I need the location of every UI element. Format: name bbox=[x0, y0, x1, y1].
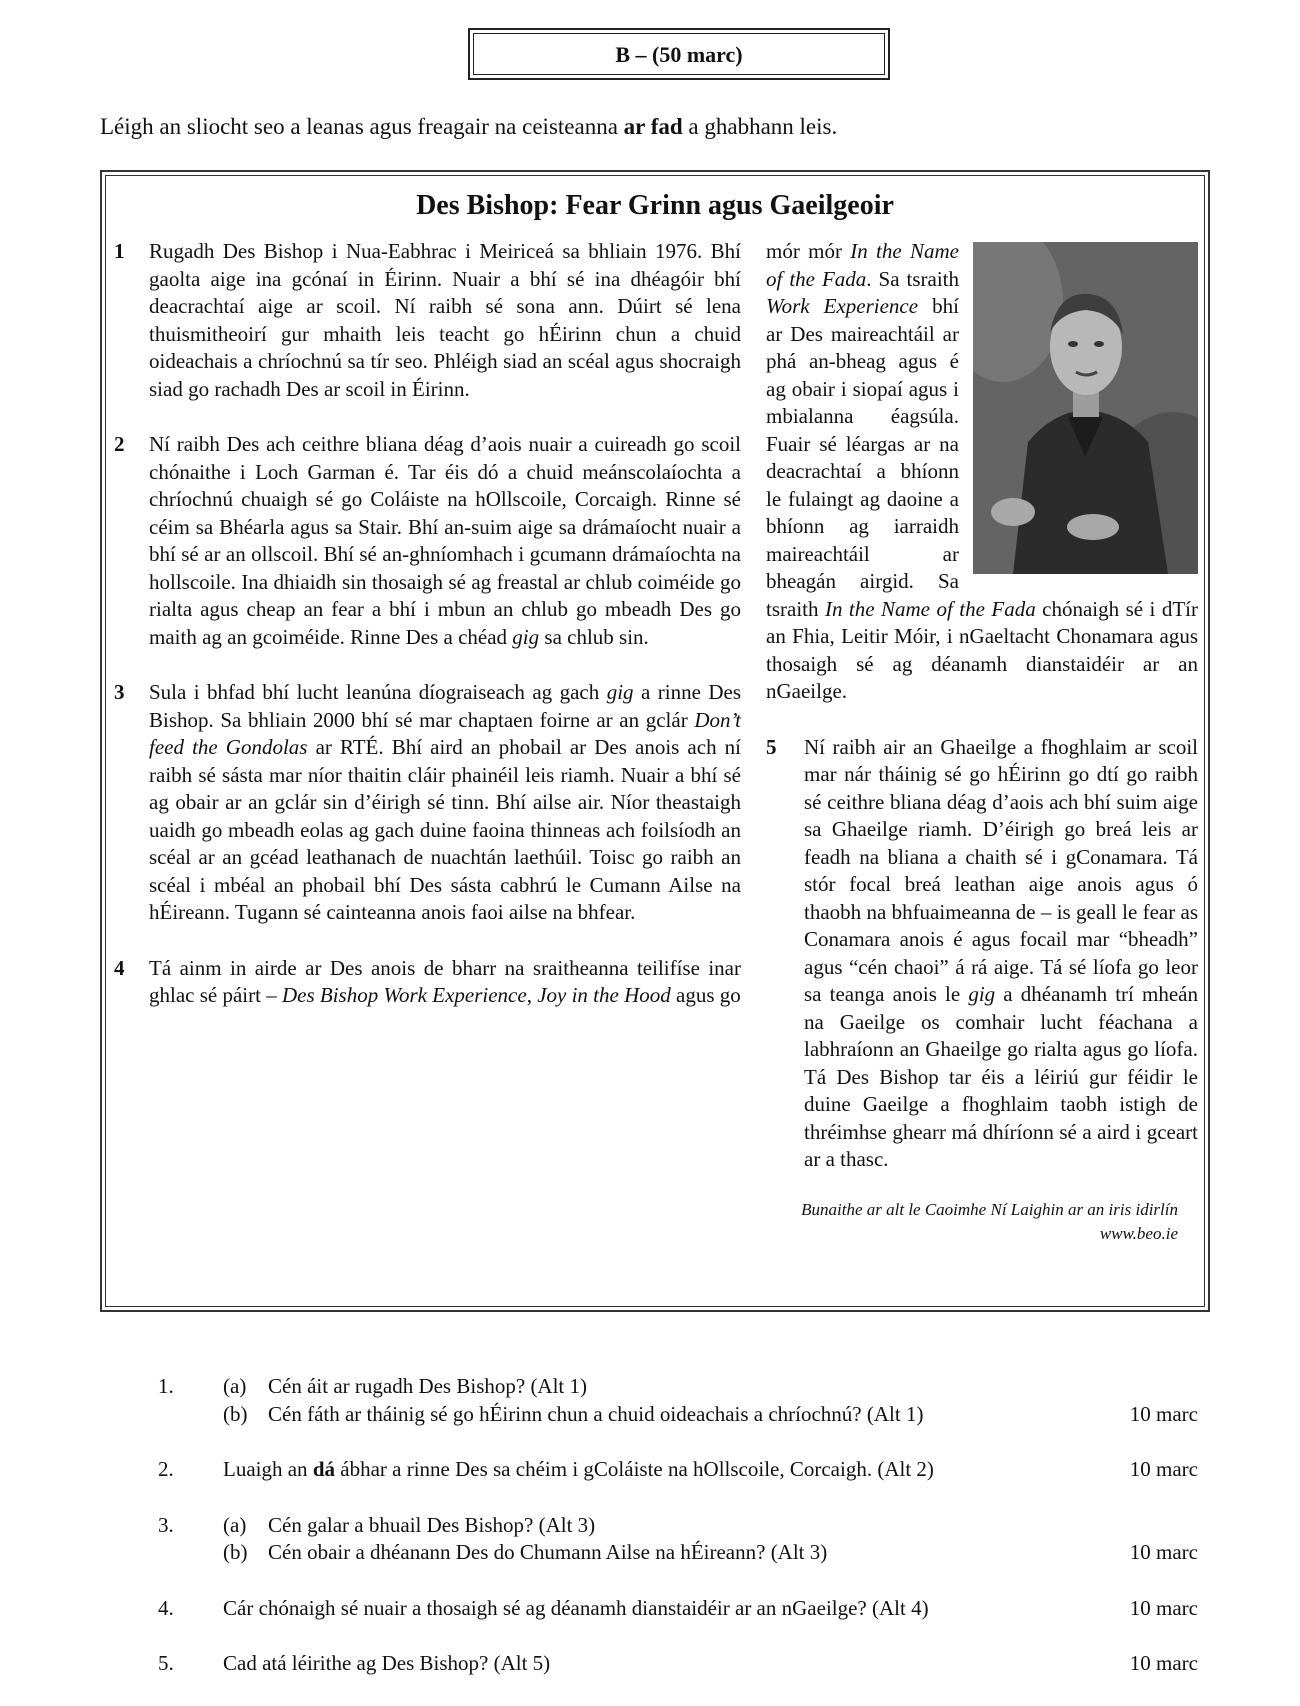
text-run: Tá ainm in airde ar Des anois de bharr na sraitheanna teilifíse inar ghlac sé páirt – bbox=[149, 955, 741, 1007]
text-run: , bbox=[526, 983, 538, 1007]
sub-label: (a) bbox=[223, 1512, 247, 1537]
question-text: Cár chónaigh sé nuair a thosaigh sé ag déanamh dianstaidéir ar an nGaeilge? (Alt 4) bbox=[223, 1595, 929, 1620]
text-run: Ní raibh air an Ghaeilge a fhoghlaim ar scoil mar nár tháinig sé go hÉirinn go dtí go raibh sé ceithre bliana déag d’aois ach bhí suim aige sa Ghaeilge riamh. D’éirigh go breá leis ar feadh na bliana a chaith sé i gConamara. Tá stór focal breá leathan aige anois agus ó thaobh na bhfuaimeanna de – is geall le fear as Conamara anois é agus focail mar “bheadh” agus “cén chaoi” á rá aige. Tá sé líofa go leor sa teanga anois le bbox=[804, 734, 1198, 1006]
paragraph-number: 1 bbox=[114, 239, 125, 263]
sub-label: (b) bbox=[223, 1540, 248, 1564]
paragraph-3 bbox=[114, 679, 741, 927]
text-run: chónaigh sé i dTír an Fhia, Leitir Móir, i nGaeltacht Chonamara agus thosaigh sé ag déanamh dianstaidéir ar an nGaeilge. bbox=[766, 596, 1198, 703]
article-title: Des Bishop: Fear Grinn agus Gaeilgeoir bbox=[416, 190, 894, 221]
credit-line: Bunaithe ar alt le Caoimhe Ní Laighin ar an iris idirlín bbox=[801, 1199, 1178, 1219]
paragraph-1 bbox=[114, 238, 741, 403]
photo-des-bishop bbox=[973, 242, 1198, 574]
question-1 bbox=[158, 1373, 1198, 1428]
paragraph-4-continued bbox=[766, 238, 1198, 706]
text-run: Ní raibh Des ach ceithre bliana déag d’aois nuair a cuireadh go scoil chónaithe i Loch Garman é. Tar éis dó a chuid meánscolaíochta a chríochnú chuaigh sé go Coláiste na hOllscoile, Corcaigh. Rinne sé céim sa Bhéarla agus sa Stair. Bhí an-suim aige sa drámaíocht nuair a bhí sé ar an ollscoil. Bhí sé an-ghníomhach i gcumann drámaíochta na hollscoile. Ina dhiaidh sin thosaigh sé ag freastal ar chlub coiméide go rialta agus cheap an fear a bhí i mbun an chlub go mbeadh Des go maith ag an gcoiméide. Rinne Des a chéad bbox=[149, 432, 741, 649]
question-3 bbox=[158, 1512, 1198, 1567]
sub-label: (b) bbox=[223, 1401, 248, 1426]
question-bold: dá bbox=[312, 1457, 335, 1481]
marks-label: 10 marc bbox=[1129, 1595, 1198, 1620]
question-4 bbox=[158, 1595, 1198, 1623]
italic-run: Joy in the Hood bbox=[537, 983, 671, 1007]
paragraph-text bbox=[149, 431, 741, 651]
italic-run: In the Name of the Fada bbox=[766, 239, 959, 291]
question-text: Cén galar a bhuail Des Bishop? (Alt 3) bbox=[268, 1512, 596, 1537]
source-credit bbox=[766, 1198, 1198, 1246]
text-run: mór mór bbox=[766, 239, 851, 263]
paragraph-text: Rugadh Des Bishop i Nua-Eabhrac i Meiriceá sa bhliain 1976. Bhí gaolta aige ina gcónaí in Éirinn. Nuair a bhí sé ina dhéagóir bhí deacrachtaí aige ar scoil. Ní raibh sé sona ann. Dúirt sé lena thuismitheoirí gur mhaith leis teacht go hÉirinn chun a chuid oideachais a chríochnú sa tír seo. Phléigh siad an scéal agus shocraigh siad go rachadh Des ar scoil in Éirinn. bbox=[149, 239, 741, 401]
marks-label: 10 marc bbox=[1129, 1540, 1198, 1564]
paragraph-number: 5 bbox=[766, 734, 777, 759]
paragraph-number: 3 bbox=[114, 680, 125, 704]
question-2 bbox=[158, 1456, 1198, 1484]
question-line bbox=[158, 1401, 1198, 1429]
paragraph-text bbox=[804, 734, 1198, 1174]
questions-list bbox=[158, 1373, 1198, 1706]
text-run: ar RTÉ. Bhí aird an phobail ar Des anois ach ní raibh sé sásta mar níor thaitin cláir phainéil leis riamh. Nuair a bhí sé ag obair ar an gclár sin d’éirigh sé tinn. Bhí ailse air. Níor theastaigh uaidh go mbeadh eolas ag gach duine faoina thinneas ach foilsíodh an scéal ar an gcéad leathanach de nuachtán laethúil. Toisc go raibh an scéal i mbéal an phobail bhí Des sásta cabhrú le Cumann Ailse na hÉireann. Tugann sé cainteanna anois faoi ailse na bhfear. bbox=[149, 735, 741, 924]
marks-label: 10 marc bbox=[1129, 1457, 1198, 1481]
paragraph-text bbox=[149, 679, 741, 927]
text-run: a dhéanamh trí mheán na Gaeilge os comhair lucht féachana a labhraíonn an Ghaeilge go rialta agus go líofa. Tá Des Bishop tar éis a léiriú gur féidir le duine Gaeilge a fhoghlaim taobh istigh de thréimhse ghearr má dhíríonn sé a aird i gceart ar a thasc. bbox=[804, 982, 1198, 1171]
section-title: B – (50 marc) bbox=[615, 42, 743, 67]
portrait-image bbox=[973, 242, 1198, 574]
sub-label: (a) bbox=[223, 1374, 247, 1398]
italic-run: Work Experience bbox=[766, 294, 919, 318]
italic-run: Des Bishop Work Experience bbox=[281, 983, 527, 1007]
text-run: agus go bbox=[670, 983, 741, 1007]
text-run: Sula i bhfad bhí lucht leanúna díograiseach ag gach bbox=[149, 680, 607, 704]
instruction-bold: ar fad bbox=[623, 114, 683, 139]
paragraph-2 bbox=[114, 431, 741, 651]
marks-label: 10 marc bbox=[1129, 1651, 1198, 1675]
question-line: 4. Cár chónaigh sé nuair a thosaigh sé ag déanamh dianstaidéir ar an nGaeilge? (Alt 4) 10 marc bbox=[158, 1595, 1198, 1623]
section-header-box bbox=[468, 28, 890, 80]
paragraph-number: 2 bbox=[114, 432, 125, 456]
question-line: 2. Luaigh an dá ábhar a rinne Des sa chéim i gColáiste na hOllscoile, Corcaigh. (Alt 2) 10 marc bbox=[158, 1456, 1198, 1484]
question-line: 3. (a) Cén galar a bhuail Des Bishop? (Alt 3) bbox=[158, 1512, 1198, 1540]
paragraph-5 bbox=[766, 734, 1198, 1174]
italic-run: gig bbox=[512, 624, 540, 649]
question-text: Luaigh an bbox=[223, 1457, 313, 1481]
instruction-text bbox=[100, 114, 837, 140]
article-left-column bbox=[114, 238, 741, 1038]
question-text: Cén áit ar rugadh Des Bishop? (Alt 1) bbox=[268, 1374, 588, 1398]
marks-label: 10 marc bbox=[1129, 1401, 1198, 1426]
instruction-part: a ghabhann leis. bbox=[682, 114, 838, 139]
italic-run: gig bbox=[606, 680, 634, 704]
question-text: Cén obair a dhéanann Des do Chumann Ailse na hÉireann? (Alt 3) bbox=[268, 1540, 828, 1564]
italic-run: gig bbox=[968, 982, 996, 1006]
instruction-part: Léigh an sliocht seo a leanas agus freagair na ceisteanna bbox=[100, 114, 624, 139]
paragraph-number: 4 bbox=[114, 955, 125, 980]
paragraph-text bbox=[149, 955, 741, 1010]
text-run: bhí ar Des maireachtáil ar phá an-bheag agus é ag obair i siopaí agus i mbialanna éagsúla. Fuair sé léargas ar na deacrachtaí a bhíonn le fulaingt ag daoine a bhíonn ag iarraidh maireachtáil ar bheagán airgid. Sa tsraith bbox=[766, 294, 959, 621]
article-box bbox=[100, 170, 1210, 1312]
italic-run: In the Name of the Fada bbox=[824, 596, 1036, 621]
question-5 bbox=[158, 1650, 1198, 1678]
text-run: sa chlub sin. bbox=[539, 624, 649, 649]
question-line bbox=[158, 1539, 1198, 1567]
question-line: 5. Cad atá léirithe ag Des Bishop? (Alt 5) 10 marc bbox=[158, 1650, 1198, 1678]
italic-run: Don’t feed the Gondolas bbox=[149, 707, 741, 759]
text-run: a rinne Des Bishop. Sa bhliain 2000 bhí sé mar chaptaen foirne ar an gclár bbox=[149, 680, 741, 732]
question-text: ábhar a rinne Des sa chéim i gColáiste na hOllscoile, Corcaigh. (Alt 2) bbox=[335, 1457, 934, 1481]
article-right-column bbox=[766, 238, 1198, 1246]
paragraph-4 bbox=[114, 955, 741, 1010]
text-run: . Sa tsraith bbox=[866, 266, 959, 291]
question-line: 1. (a) Cén áit ar rugadh Des Bishop? (Alt 1) bbox=[158, 1373, 1198, 1401]
question-text: Cad atá léirithe ag Des Bishop? (Alt 5) bbox=[223, 1651, 551, 1675]
question-text: Cén fáth ar tháinig sé go hÉirinn chun a chuid oideachais a chríochnú? (Alt 1) bbox=[268, 1401, 924, 1426]
credit-url: www.beo.ie bbox=[1099, 1223, 1178, 1243]
